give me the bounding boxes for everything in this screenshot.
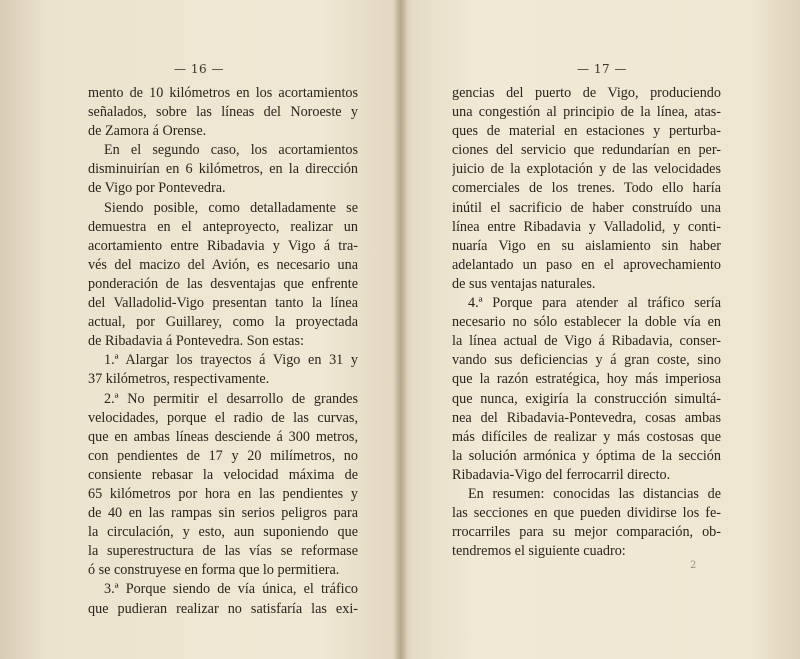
- text-line: señalados, sobre las líneas del Noroeste y: [88, 104, 358, 121]
- text-line: actual, por Guillarey, como la proyectada: [88, 314, 358, 331]
- text-line: Siendo posible, como detalladamente se: [104, 199, 358, 216]
- pencil-margin-mark: 2: [690, 560, 697, 571]
- text-line: adelantado un paso en el aprovechamiento: [452, 256, 721, 273]
- text-line: consiente rebasar la velocidad máxima de: [88, 466, 358, 483]
- text-line: gencias del puerto de Vigo, produciendo: [452, 85, 721, 101]
- text-line: nuaría Vigo en su aislamiento sin haber: [452, 237, 721, 254]
- page-number-left: — 16 —: [174, 62, 224, 76]
- text-line: que en ambas líneas desciende á 300 metros,: [88, 428, 358, 445]
- left-page: [0, 0, 398, 659]
- text-line: las secciones en que pueden dividirse los fe-: [452, 505, 721, 522]
- text-line: juicio de la explotación y de las velocidades: [452, 161, 721, 178]
- text-line: ciones del servicio que redundarían en per-: [452, 142, 721, 159]
- text-line: de 40 en las rampas sin serios peligros para: [88, 505, 358, 522]
- left-page-text: [88, 84, 358, 619]
- right-page-text: [452, 84, 721, 561]
- text-line: de Vigo por Pontevedra.: [88, 180, 226, 197]
- text-line: tendremos el siguiente cuadro:: [452, 543, 626, 560]
- right-page: [404, 0, 800, 659]
- text-line: más difíciles de realizar y más costosas que: [452, 428, 721, 445]
- text-line: comerciales de los trenes. Todo ello haría: [452, 180, 721, 197]
- page-number-right: — 17 —: [577, 62, 627, 76]
- text-line: que pudieran realizar no satisfaría las exi-: [88, 600, 358, 617]
- text-line: En resumen: conocidas las distancias de: [468, 485, 721, 502]
- text-line: la línea actual de Vigo á Ribadavia, conser-: [452, 333, 721, 350]
- text-line: demuestra en el anteproyecto, realizar un: [88, 218, 358, 235]
- text-line: ponderación de las desventajas que enfrente: [88, 275, 358, 292]
- text-line: 65 kilómetros por hora en las pendientes y: [88, 485, 358, 502]
- text-line: vés del macizo del Avión, es necesario una: [88, 256, 358, 273]
- text-line: la superestructura de las vías se reformase: [88, 543, 358, 560]
- text-line: inútil el sacrificio de haber construído una: [452, 199, 721, 216]
- text-line: disminuirían en 6 kilómetros, en la dirección: [88, 161, 358, 178]
- text-line: una congestión al principio de la línea, atas-: [452, 104, 721, 121]
- text-line: nea del Ribadavia-Pontevedra, cosas ambas: [452, 409, 721, 426]
- text-line: 2.ª No permitir el desarrollo de grandes: [104, 390, 358, 407]
- text-line: 1.ª Alargar los trayectos á Vigo en 31 y: [104, 352, 358, 369]
- text-line: la circulación, y esto, aun suponiendo que: [88, 524, 358, 541]
- text-line: mento de 10 kilómetros en los acortamientos: [88, 85, 358, 101]
- text-line: que la razón estratégica, hoy más imperiosa: [452, 371, 721, 388]
- text-line: de Ribadavia á Pontevedra. Son estas:: [88, 333, 304, 350]
- text-line: vando sus deficiencias y á gran coste, sino: [452, 352, 721, 369]
- text-line: En el segundo caso, los acortamientos: [104, 142, 358, 159]
- text-line: con pendientes de 17 y 20 milímetros, no: [88, 447, 358, 464]
- text-line: 3.ª Porque siendo de vía única, el tráfico: [104, 581, 358, 598]
- text-line: 37 kilómetros, respectivamente.: [88, 371, 270, 388]
- text-line: ó se construyese en forma que lo permitiera.: [88, 562, 340, 579]
- text-line: velocidades, porque el radio de las curvas,: [88, 409, 358, 426]
- text-line: de sus ventajas naturales.: [452, 275, 596, 292]
- text-line: necesario no sólo establecer la doble vía en: [452, 314, 721, 331]
- text-line: línea entre Ribadavia y Valladolid, y conti-: [452, 218, 721, 235]
- text-line: la solución armónica y óptima de la sección: [452, 447, 721, 464]
- text-line: 4.ª Porque para atender al tráfico sería: [468, 295, 721, 312]
- text-line: Ribadavia-Vigo del ferrocarril directo.: [452, 466, 671, 483]
- text-line: de Zamora á Orense.: [88, 123, 207, 140]
- text-line: rrocarriles para su mejor comparación, ob-: [452, 524, 721, 541]
- text-line: ques de material en estaciones y perturba-: [452, 123, 721, 140]
- text-line: del Valladolid-Vigo presentan tanto la línea: [88, 295, 358, 312]
- text-line: acortamiento entre Ribadavia y Vigo á tra-: [88, 237, 358, 254]
- text-line: que nunca, exigiría la construcción simultá-: [452, 390, 721, 407]
